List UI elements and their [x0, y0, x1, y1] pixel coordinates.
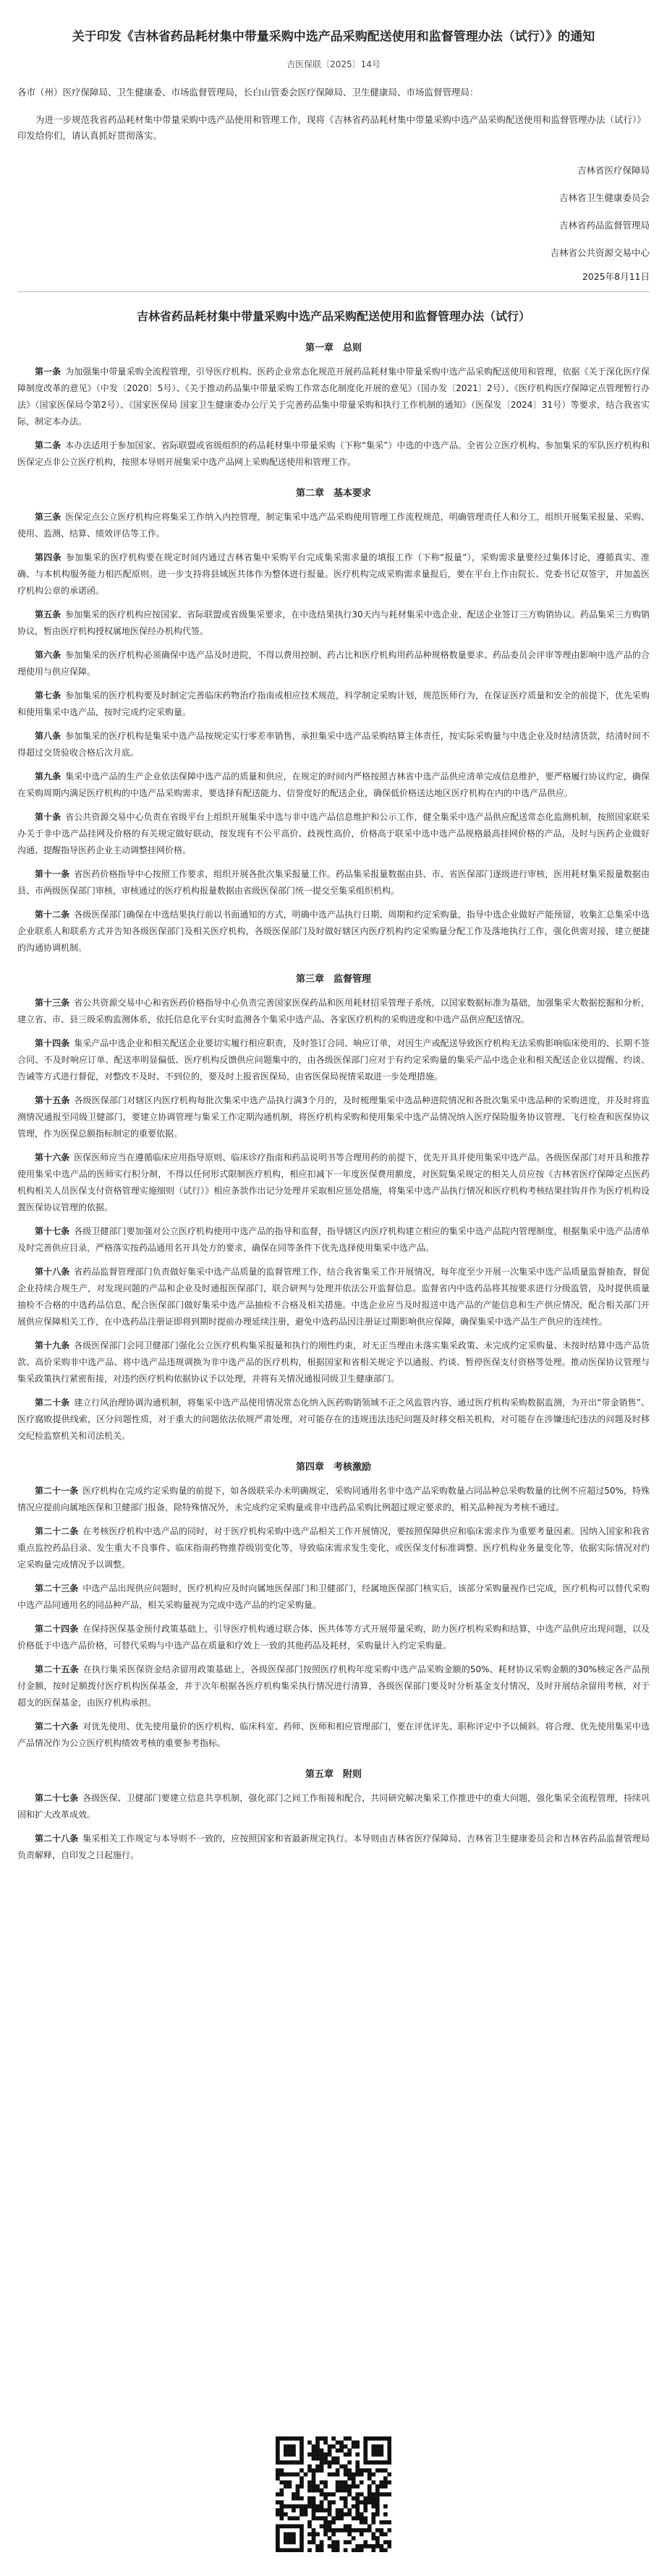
- chapter-heading: 第三章 监督管理: [295, 974, 371, 985]
- article-text: 各级卫健部门要加强对公立医疗机构使用中选产品的指导和监督，指导辖区内医疗机构建立相应的集采中选产品院内管理制度，根据集采中选产品清单及时完善供应目录，严格落实按药品通用名开具处方的要求，确保在同等条件下优先选择使用集采中选产品。: [17, 1226, 650, 1253]
- article-number: 第十六条: [35, 1152, 70, 1163]
- article: [17, 1338, 650, 1387]
- article: [17, 1523, 650, 1573]
- article: [17, 1621, 650, 1654]
- article-number: 第十二条: [35, 910, 70, 920]
- article: [17, 1264, 650, 1330]
- article-number: 第十一条: [35, 869, 70, 879]
- article: [17, 769, 650, 802]
- article: [17, 688, 650, 721]
- article-number: 第十九条: [35, 1340, 70, 1351]
- article-text: 集采产品中选企业和相关配送企业要切实履行相应职责，及时签订合同、响应订单，对因生产或配送导致医疗机构无法采购影响临床使用的、长期不签合同、不及时响应订单、配送率明显偏低、医疗机构反馈供应问题集中的，由各级医保部门应对于有约定采购量的集采产品中选企业和相关配送企业以提醒、约谈、告诫等方式进行督促，对整改不及时、不到位的，要及时上报省医保局，由省医保局视情采取进一步处理措施。: [17, 1038, 650, 1082]
- article: [17, 1092, 650, 1142]
- notice-title: 关于印发《吉林省药品耗材集中带量采购中选产品采购配送使用和监督管理办法（试行）》的通知: [72, 30, 595, 44]
- article: [17, 364, 650, 430]
- notice-body: 为进一步规范我省药品耗材集中带量采购中选产品使用和管理工作，现将《吉林省药品耗材集中带量采购中选产品采购配送使用和监督管理办法（试行）》印发给你们，请认真抓好贯彻落实。: [17, 114, 646, 141]
- article: [17, 1580, 650, 1614]
- article-number: 第九条: [35, 771, 61, 782]
- article-number: 第三条: [35, 512, 61, 522]
- article-text: 参加集采的医疗机构要在规定时间内通过吉林省集中采购平台完成集采需求量的填报工作（下称“报量”），采购需求量要经过集体讨论，遵循真实、准确、与本机构服务能力相匹配原则。进一步支持将县域医共体作为整体进行报量。医疗机构完成采购需求量报后，要在平台上作由院长、党委书记双签字，并加盖医疗机构公章的承诺函。: [17, 552, 650, 596]
- measures-title: 吉林省药品耗材集中带量采购中选产品采购配送使用和监督管理办法（试行）: [136, 309, 530, 323]
- article-number: 第六条: [35, 650, 61, 660]
- divider: [17, 291, 650, 292]
- article: [17, 995, 650, 1028]
- article-text: 对优先使用、优先使用量价的医疗机构、临床科室、药师、医师和相应管理部门，要在评优评先、职称评定中予以倾斜。将合理、优先使用集采中选产品情况作为公立医疗机构绩效考核的重要参考指标。: [17, 1721, 650, 1748]
- article-text: 各级医保部门确保在中选结果执行前以书面通知的方式，明确中选产品执行日期、周期和约定采购量，指导中选企业做好产能预留，收集汇总集采中选企业联系人和联系方式并告知各级医保部门及相关医疗机构，各级医保部门及时做好辖区内医疗机构约定采购量分配工作及落地执行工作，强化供需对接，建立便捷的沟通协调机制。: [17, 910, 650, 953]
- article-number: 第四条: [35, 552, 61, 562]
- article-number: 第二十四条: [35, 1624, 79, 1634]
- article-text: 医保定点公立医疗机构应将集采工作纳入内控管理，制定集采中选产品采购使用管理工作流程规范，明确管理责任人和分工，组织开展集采报量、采购、使用、监测、结算、绩效评估等工作。: [17, 512, 650, 539]
- article-text: 省药品监督管理部门负责做好集采中选产品质量的监督管理工作，结合我省集采工作开展情况，每年度至少开展一次集采中选产品质量监督抽查，督促企业持续合规生产，对发现问题的产品和企业及时通报医保部门，联合研判与处理并依法公开监督信息。监督省内中选药品将其按要求进行分级监管，及时提供质量抽检不合格的中选药品信息，配合医保部门做好集采中选产品抽检不合格及相关措施。中选企业应当及时报送中选产品的产能信息和生产供应情况，配合相关部门开展供应保障相关工作，在中选药品注册证即将到期时提前办理延续注册，避免中选药品因注册证过期影响供应保障，确保集采中选产品生产供应的连续性。: [17, 1267, 650, 1327]
- article: [17, 1831, 650, 1864]
- article: [17, 607, 650, 640]
- article-text: 中选产品出现供应问题时，医疗机构应及时向属地医保部门和卫健部门，经属地医保部门核实后，该部分采购量视作已完成，医疗机构可以替代采购中选产品同通用名的同品种产品，相关采购量视为完成中选产品的约定采购量。: [17, 1583, 650, 1610]
- article-number: 第二十八条: [35, 1833, 79, 1844]
- article-text: 在考核医疗机构中选产品的同时，对于医疗机构采购中选产品相关工作开展情况，要按照保障供应和临床需求作为重要考量因素。因纳入国家和我省重点监控药品目录、发生重大不良事件、临床指南药物推荐级别变化等，导致临床需求发生变化，或医保支付标准调整、医疗机构业务量变化等，依据实际情况对约定采购量完成情况予以调整。: [17, 1526, 650, 1570]
- signers-block: [17, 157, 650, 267]
- article-number: 第十条: [35, 812, 61, 822]
- article-text: 参加集采的医疗机构应按国家、省际联盟或省级集采要求，在中选结果执行30天内与耗材集采中选企业、配送企业签订三方购销协议。药品集采三方购销协议，暂由医疗机构授权属地医保经办机构代签。: [17, 609, 650, 636]
- article-number: 第十四条: [35, 1038, 70, 1048]
- article-number: 第十五条: [35, 1095, 70, 1105]
- chapter-heading: 第一章 总则: [305, 343, 362, 354]
- article-number: 第二十条: [35, 1398, 70, 1408]
- measures-body: [17, 340, 650, 1864]
- article: [17, 647, 650, 680]
- article-text: 医疗机构在完成约定采购量的前提下，如各级联采办未明确规定，采购同通用名非中选产品采购数量占同品种总采购数量的比例不应超过50%，特殊情况应提前向属地医保和卫健部门报备，除特殊情况外，未完成约定采购量或非中选药品采购比例超过规定要求的，相关品种视为考核不通过。: [17, 1486, 650, 1512]
- article-number: 第十三条: [35, 998, 70, 1008]
- article-number: 第二十二条: [35, 1526, 79, 1536]
- chapter-heading: 第四章 考核激励: [295, 1462, 371, 1473]
- article-number: 第八条: [35, 731, 61, 741]
- document-number: 吉医保联〔2025〕14号: [286, 59, 381, 69]
- article-text: 建立行风治理协调沟通机制，将集采中选产品使用情况常态化纳入医药购销领域不正之风监管内容，通过医疗机构采购数据监测，为开出“带金销售”、医疗腐败提供线索，区分问题性质，对于重大的问题依法依规严肃处理，对可能存在的违规违法违纪问题及时移交相关机构，对可能存在涉嫌违纪违法的问题及时移交纪检监察机关和司法机关。: [17, 1398, 650, 1441]
- chapter-heading: 第五章 附则: [305, 1769, 362, 1780]
- signer: 吉林省公共资源交易中心: [550, 247, 650, 258]
- chapter-heading: 第二章 基本要求: [295, 488, 371, 499]
- article-number: 第一条: [35, 367, 61, 377]
- article-number: 第二十五条: [35, 1664, 79, 1674]
- article: [17, 1395, 650, 1445]
- article-text: 集采相关工作规定与本导则不一致的，应按照国家和省最新规定执行。本导则由吉林省医疗保障局、吉林省卫生健康委员会和吉林省药品监督管理局负责解释，自印发之日起施行。: [17, 1833, 650, 1860]
- article-text: 各级医保部门会同卫健部门强化公立医疗机构集采报量和执行的刚性约束，对无正当理由未落实集采政策、未完成约定采购量、未按时结算中选产品货款、高价采购非中选产品、将中选产品违规调换为非中选产品的医疗机构，根据国家和省相关规定予以通报、约谈、暂停医保支付资格等处理。推动医保协议管理与集采政策执行紧密衔接，对违约医疗机构依据协议予以处理，并将有关情况通报同级卫生健康部门。: [17, 1340, 650, 1384]
- article-number: 第七条: [35, 690, 61, 701]
- qr-code: [276, 2436, 391, 2552]
- recipients: 各市（州）医疗保障局、卫生健康委、市场监督管理局，长白山管委会医疗保障局、卫生健康局、市场监督管理局：: [17, 87, 479, 98]
- issue-date: 2025年8月11日: [582, 271, 650, 282]
- article: [17, 866, 650, 899]
- article-number: 第十七条: [35, 1226, 70, 1236]
- article-text: 各级医保、卫健部门要建立信息共享机制，强化部门之间工作衔接和配合，共同研究解决集采工作推进中的重大问题，强化集采全流程管理，持续巩固和扩大改革成效。: [17, 1793, 650, 1820]
- article-text: 参加集采的医疗机构要及时制定完善临床药物治疗指南或相应技术规范，科学制定采购计划，规范医师行为，在保证医疗质量和安全的前提下，优先采购和使用集采中选产品，按时完成约定采购量。: [17, 690, 650, 717]
- article: [17, 1223, 650, 1257]
- article: [17, 1035, 650, 1085]
- signer: 吉林省医疗保障局: [577, 165, 650, 176]
- article: [17, 509, 650, 542]
- signer: 吉林省药品监督管理局: [558, 220, 650, 231]
- article: [17, 907, 650, 957]
- article-text: 参加集采的医疗机构必须确保中选产品及时进院，不得以费用控制、药占比和医疗机构用药品种规格数量要求、药品委员会评审等理由影响中选产品的合理使用与供应保障。: [17, 650, 650, 677]
- article-text: 医保医师应当在遵循临床应用指导原则、临床诊疗指南和药品说明书等合理用药的前提下，优先开具并使用集采中选产品。各级医保部门对开具和推荐使用集采中选产品的医师实行积分制，不得以任何形式限制医疗机构，相应扣减下一年度医保费用额度，对医院集采规定的相关人员应按《吉林省医疗保障定点医药机构相关人员医保支付资格管理实施细则（试行）》相应条款作出记分处理并采取相应惩处措施，将集采中选产品执行情况和医疗机构考核结果挂钩并作为医疗机构设置医保协议管理的依据。: [17, 1152, 650, 1212]
- article-text: 省公共资源交易中心和省医药价格指导中心负责完善国家医保药品和医用耗材招采管理子系统，以国家数据标准为基础，加强集采大数据挖掘和分析，建立省、市、县三级采购监测体系，依托信息化平台实时监测各个集采中选产品、各家医疗机构的采购进度和中选产品供应配送情况。: [17, 998, 650, 1024]
- article-text: 在执行集采医保资金结余留用政策基础上，各级医保部门按照医疗机构年度采购中选产品采购金额的50%、耗材协议采购金额的30%核定各产品预付金额，按时足额拨付医疗机构医保基金，并于次年根据各医疗机构集采执行情况进行清算，各级医保部门要及时分析基金支付情况，及时开展结余留用考核，对于超支的医保基金，由医疗机构承担。: [17, 1664, 650, 1708]
- article-text: 各级医保部门对辖区内医疗机构每批次集采中选产品执行满3个月的，及时梳理集采中选品种进院情况和各批次集采中选品种的采购进度，并及时将监测情况通报至同级卫健部门，要建立协调管理与集采工作定期沟通机制，将医疗机构采购和使用集采中选产品情况纳入医疗保险服务协议管理、飞行检查和医保协议管理，作为医保总额指标制定的重要依据。: [17, 1095, 650, 1139]
- article-number: 第二十三条: [35, 1583, 79, 1593]
- article: [17, 809, 650, 859]
- article-text: 参加集采的医疗机构是集采中选产品按规定实行零差率销售，承担集采中选产品采购结算主体责任，按实际采购量与中选企业及时结清货款，结清时间不得超过交货验收合格后次月底。: [17, 731, 650, 758]
- qr-code-icon: [276, 2436, 391, 2552]
- article-text: 本办法适用于参加国家、省际联盟或省级组织的药品耗材集中带量采购（下称“集采”）中选的中选产品。全省公立医疗机构、参加集采的军队医疗机构和医保定点非公立医疗机构，按照本导则开展集采中选产品网上采购配送使用和管理工作。: [17, 440, 650, 467]
- article-number: 第五条: [35, 609, 61, 620]
- article-number: 第十八条: [35, 1267, 70, 1277]
- article-number: 第二十六条: [35, 1721, 79, 1732]
- article: [17, 1661, 650, 1711]
- article-text: 集采中选产品的生产企业依法保障中选产品的质量和供应，在规定的时间内严格按照吉林省中选产品供应清单完成信息维护，要严格履行协议约定，确保在采购周期内满足医疗机构的中选产品采购需求，要选择有配送能力、信誉度好的配送企业，确保低价格送达地区医疗机构在内的中选产品供应。: [17, 771, 650, 798]
- signer: 吉林省卫生健康委员会: [558, 192, 650, 203]
- article-number: 第二十七条: [35, 1793, 79, 1803]
- article-text: 省公共资源交易中心负责在省级平台上组织开展集采中选与非中选产品信息维护和公示工作，健全集采中选产品供应配送常态化监测机制，按照国家联采办关于非中选产品挂网及价格的有关规定做好联动，按发现有不公平高价、歧视性高价，价格高于联采中选中选产品规格最高挂网价格的产品，及时与医药企业做好沟通、提醒指导医药企业主动调整挂网价格。: [17, 812, 650, 855]
- article: [17, 1790, 650, 1823]
- article-text: 为加强集中带量采购全流程管理，引导医疗机构、医药企业常态化规范开展药品耗材集中带量采购中选产品采购配送使用和管理，依据《关于深化医疗保障制度改革的意见》（中发〔2020〕5号）、《关于推动药品集中带量采购工作常态化制度化开展的意见》（国办发〔2021〕2号）、《医疗机构医疗保障定点管理暂行办法》（国家医保局令第2号）、《国家医保局 国家卫生健康委办公厅关于完善药品集中带量采购和执行工作机制的通知》（医保发〔2024〕31号）等要求，结合我省实际，制定本办法。: [17, 367, 650, 427]
- article: [17, 1719, 650, 1752]
- article: [17, 549, 650, 599]
- article-text: 在保持医保基金预付政策基础上，引导医疗机构通过联合体、医共体等方式开展带量采购，助力医疗机构采购和结算，中选产品供应出现问题，以及价格低于中选产品价格，可替代采购与中选产品在质量和疗效上一致的其他药品及耗材，采购量计入约定采购量。: [17, 1624, 650, 1651]
- article: [17, 1483, 650, 1516]
- article: [17, 728, 650, 761]
- article: [17, 437, 650, 471]
- article: [17, 1150, 650, 1216]
- article-number: 第二十一条: [35, 1486, 79, 1496]
- article-text: 省医药价格指导中心按照工作要求，组织开展各批次集采报量工作。药品集采报量数据由县、市、省医保部门逐级进行审核，医用耗材集采报量数据由县、市两级医保部门审核，审核通过的医疗机构报量数据由省级医保部门统一提交至集采组织机构。: [17, 869, 650, 896]
- article-number: 第二条: [35, 440, 61, 450]
